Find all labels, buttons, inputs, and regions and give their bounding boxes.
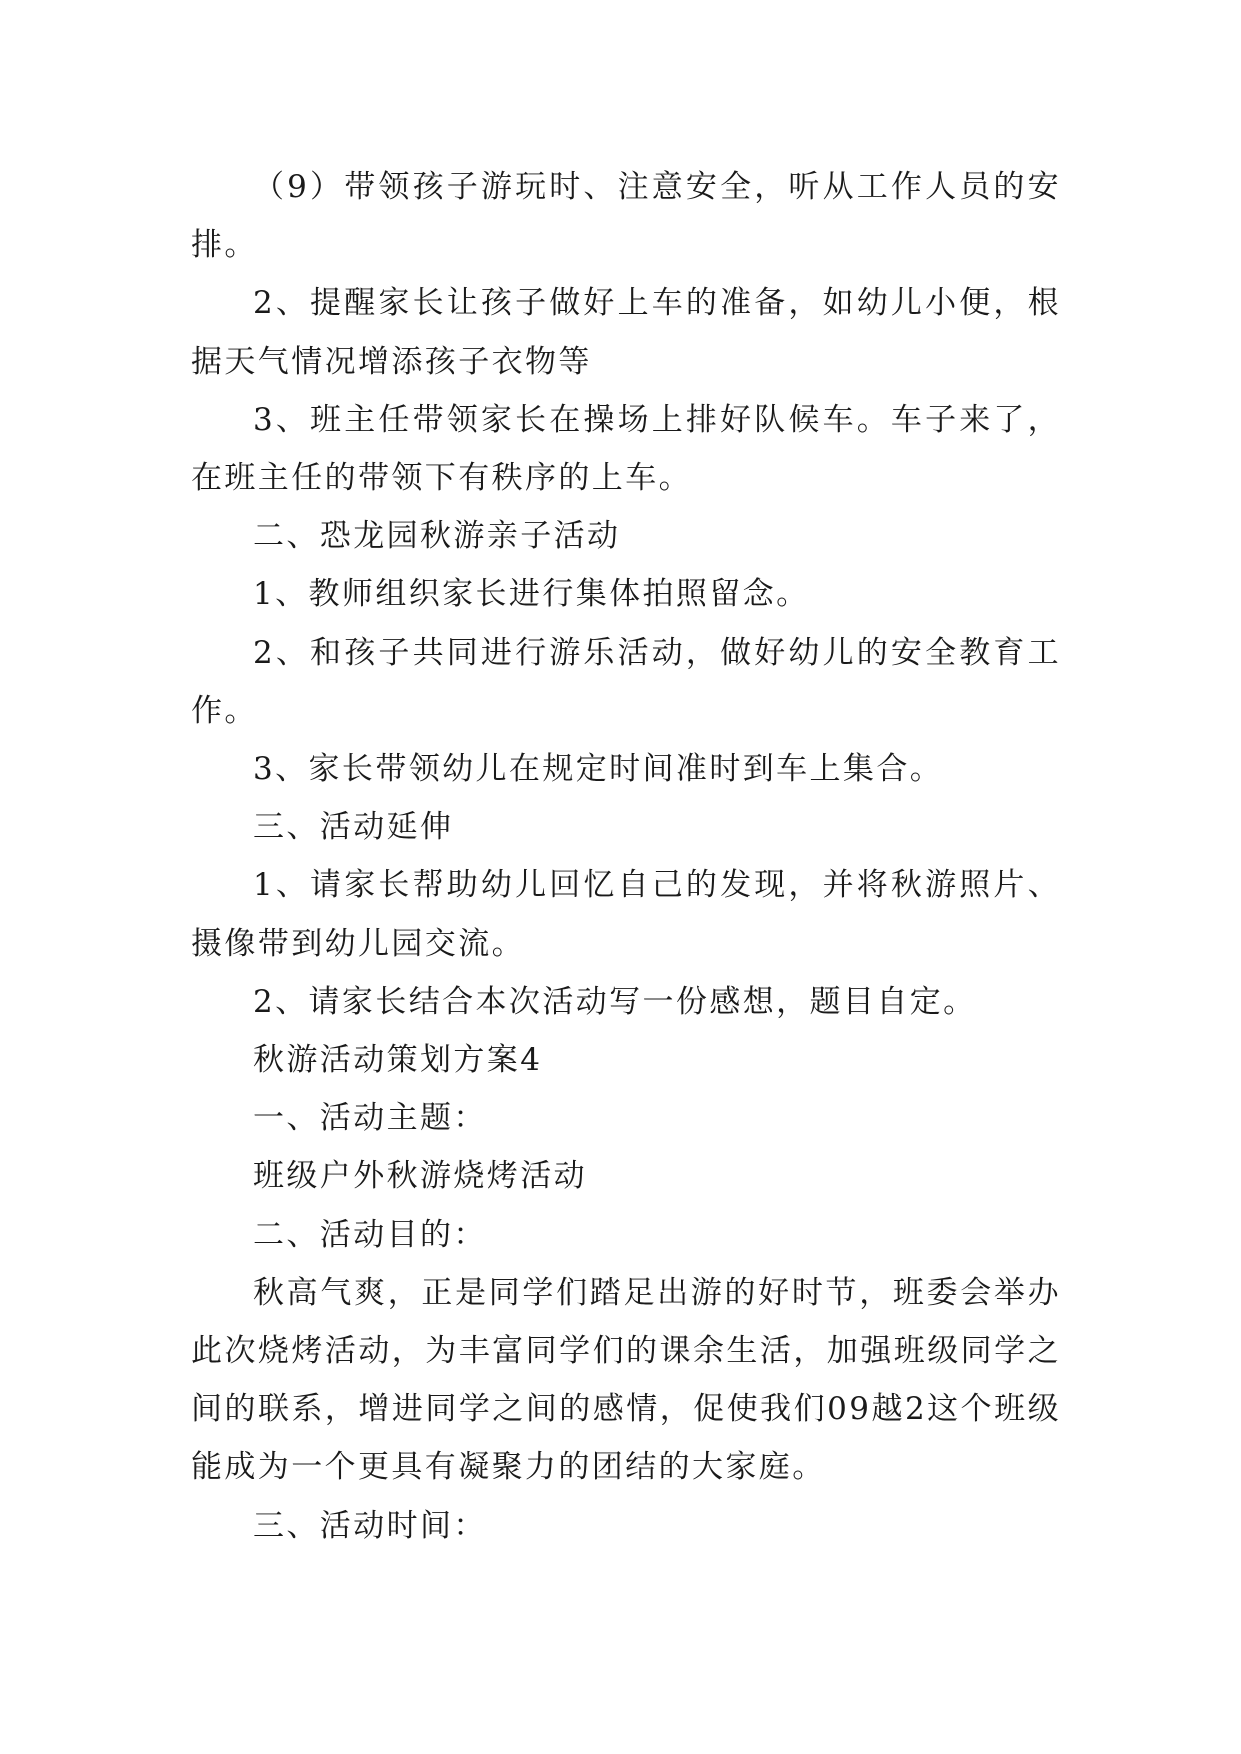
document-body xyxy=(191,158,1061,1555)
paragraph-queue-boarding: 3、班主任带领家长在操场上排好队候车。车子来了，在班主任的带领下有秩序的上车。 xyxy=(191,401,1061,497)
paragraph-gather-on-time: 3、家长带领幼儿在规定时间准时到车上集合。 xyxy=(253,751,944,788)
section-heading-extension: 三、活动延伸 xyxy=(253,809,454,846)
section-heading-purpose: 二、活动目的： xyxy=(253,1216,487,1253)
paragraph-write-reflection: 2、请家长结合本次活动写一份感想，题目自定。 xyxy=(253,983,977,1020)
paragraph-group-photo: 1、教师组织家长进行集体拍照留念。 xyxy=(253,576,810,613)
paragraph-purpose: 秋高气爽，正是同学们踏足出游的好时节，班委会举办此次烧烤活动，为丰富同学们的课余生活，加强班级同学之间的联系，增进同学之间的感情，促使我们09越2这个班级能成为一个更具有凝聚力的团结的大家庭。 xyxy=(191,1274,1061,1486)
paragraph-prepare-boarding: 2、提醒家长让孩子做好上车的准备，如幼儿小便，根据天气情况增添孩子衣物等 xyxy=(191,285,1061,380)
paragraph-theme: 班级户外秋游烧烤活动 xyxy=(253,1158,587,1195)
section-heading-dinosaur-park: 二、恐龙园秋游亲子活动 xyxy=(253,518,621,555)
section-heading-time: 三、活动时间： xyxy=(253,1507,487,1544)
paragraph-play-activities: 2、和孩子共同进行游乐活动，做好幼儿的安全教育工作。 xyxy=(191,634,1061,729)
plan-title: 秋游活动策划方案4 xyxy=(253,1042,543,1079)
paragraph-recall-discoveries: 1、请家长帮助幼儿回忆自己的发现，并将秋游照片、摄像带到幼儿园交流。 xyxy=(191,867,1061,962)
paragraph-safety-note: （9）带领孩子游玩时、注意安全，听从工作人员的安排。 xyxy=(191,169,1061,264)
section-heading-theme: 一、活动主题： xyxy=(253,1100,487,1137)
